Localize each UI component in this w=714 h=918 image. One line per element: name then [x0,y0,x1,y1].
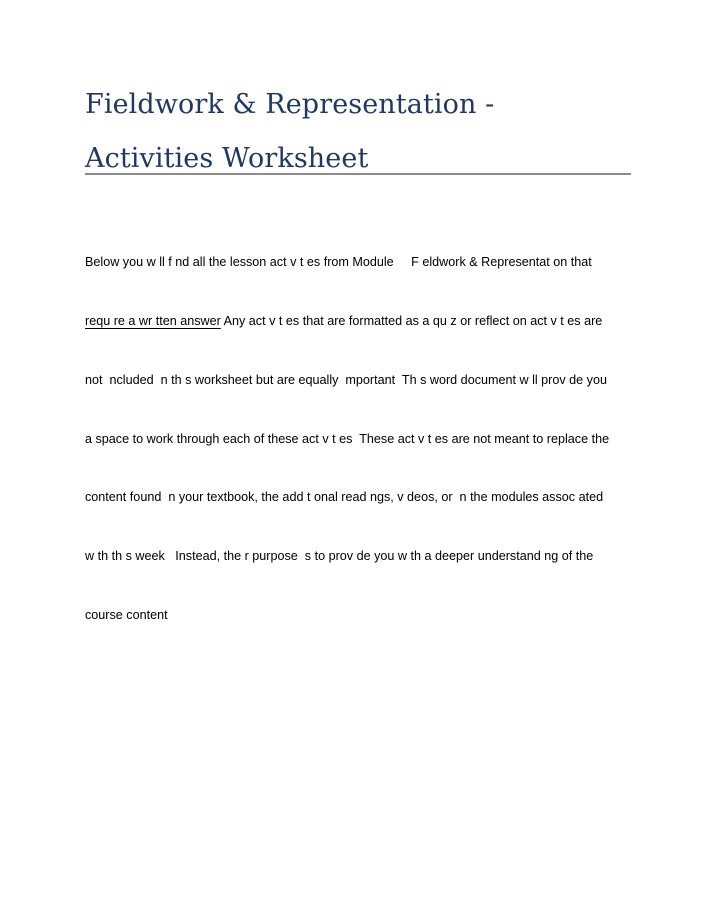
intro-line-2 [85,312,631,332]
intro-line-1: Below you w ll f nd all the lesson act v t es from Module F eldwork & Representat on that [85,255,592,270]
intro-line-6: w th th s week Instead, the r purpose s to prov de you w th a deeper understand ng of the [85,549,594,564]
title-line-1: Fieldwork & Representation - [85,89,495,120]
intro-line-5: content found n your textbook, the add t onal read ngs, v deos, or n the modules assoc ated [85,490,604,505]
intro-line-4: a space to work through each of these act v t es These act v t es are not meant to replace the [85,431,610,446]
intro-line-2-rest: Any act v t es that are formatted as a qu z or reflect on act v t es are [220,313,603,328]
title-line-2: Activities Worksheet [85,143,369,174]
intro-paragraph [85,214,631,665]
intro-underlined-phrase: requ re a wr tten answer [85,313,221,328]
intro-line-7: course content [85,607,168,622]
document-title [85,78,631,186]
title-divider [85,173,631,175]
intro-line-3: not ncluded n th s worksheet but are equally mportant Th s word document w ll prov de you [85,372,607,387]
